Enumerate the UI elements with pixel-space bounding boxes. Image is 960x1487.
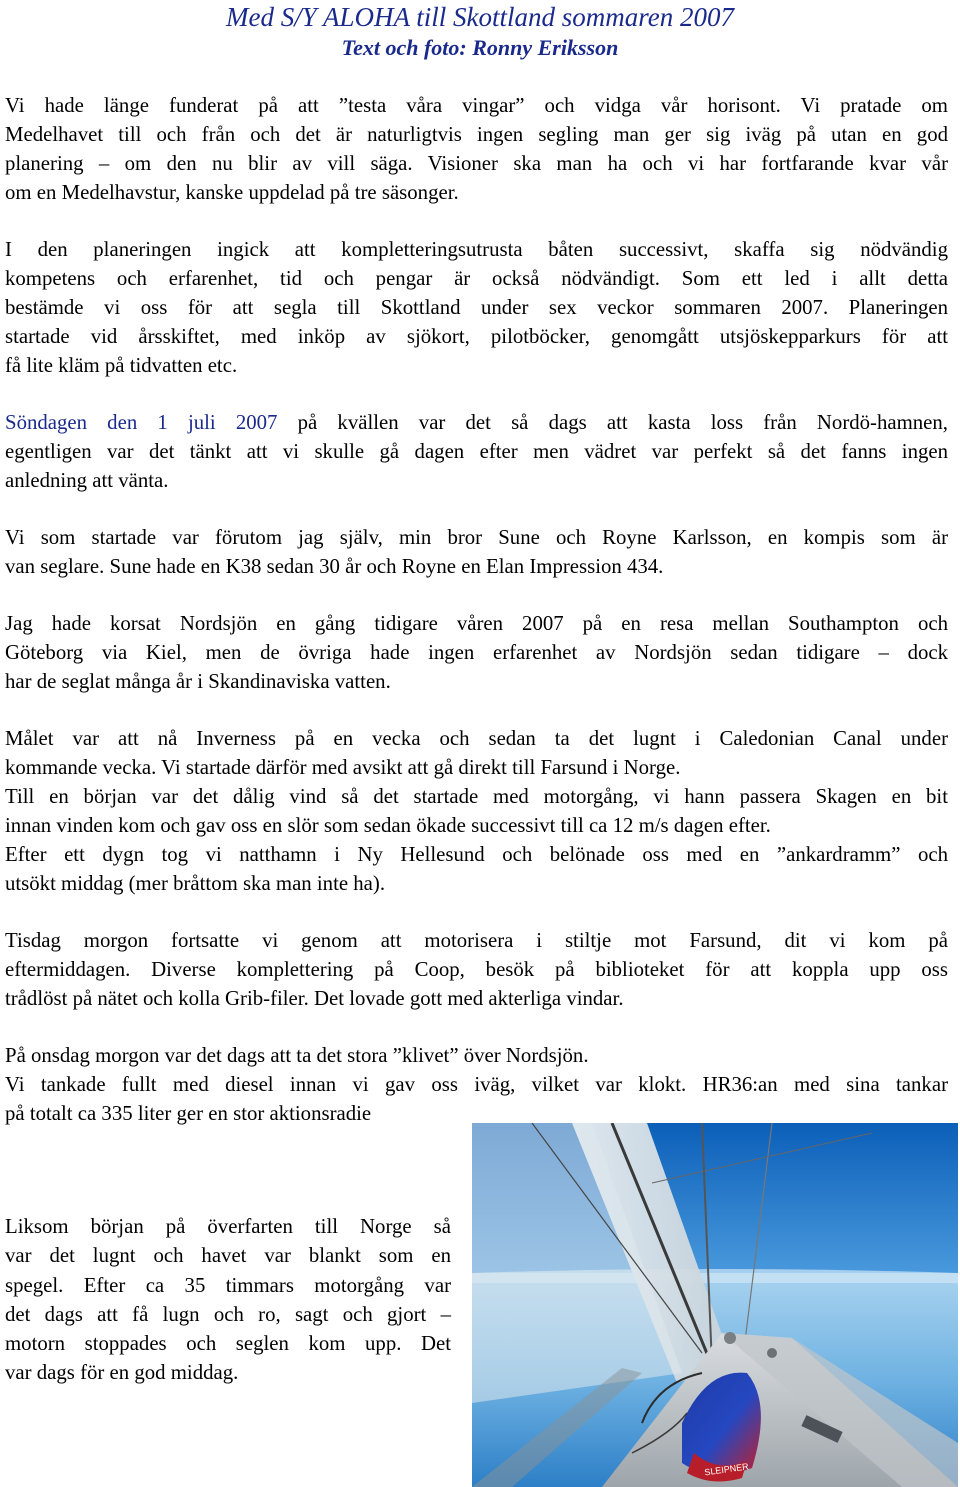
- page-title: Med S/Y ALOHA till Skottland sommaren 2007: [225, 2, 734, 32]
- text-line: var det lugnt och havet var blankt som en: [5, 1244, 451, 1268]
- text-line: Målet var att nå Inverness på en vecka och sedan ta det lugnt i Caledonian Canal under: [5, 727, 948, 750]
- text-line: eftermiddagen. Diverse komplettering på Coop, besök på biblioteket för att koppla upp oss: [5, 958, 948, 981]
- text-line: utsökt middag (mer bråttom ska man inte ha).: [5, 872, 386, 895]
- paragraph-tuesday: [5, 926, 948, 1013]
- text-line: bestämde vi oss för att segla till Skottland under sex veckor sommaren 2007. Planeringen: [5, 296, 948, 319]
- text-line: Medelhavet till och från och det är naturligtvis ingen segling man ger sig iväg på utan en god: [5, 123, 948, 146]
- text-line: på totalt ca 335 liter ger en stor aktionsradie: [5, 1102, 372, 1125]
- text-line: om en Medelhavstur, kanske uppdelad på tre säsonger.: [5, 181, 459, 204]
- text-line: trådlöst på nätet och kolla Grib-filer. Det lovade gott med akterliga vindar.: [5, 987, 624, 1010]
- text-line: Efter ett dygn tog vi natthamn i Ny Hellesund och belönade oss med en ”ankardramm” och: [5, 843, 948, 866]
- text-line: Vi tankade fullt med diesel innan vi gav oss iväg, vilket var klokt. HR36:an med sina tankar: [5, 1073, 948, 1096]
- paragraph-planning: [5, 235, 948, 380]
- paragraph-departure: [5, 408, 948, 495]
- text-line: har de seglat många år i Skandinaviska vatten.: [5, 670, 391, 693]
- text-line: [5, 408, 948, 437]
- text-line: Jag hade korsat Nordsjön en gång tidigare våren 2007 på en resa mellan Southampton och: [5, 612, 948, 635]
- text-fragment: på kvällen var det så dags att kasta loss från Nordö-hamnen,: [277, 411, 948, 434]
- text-line: kommande vecka. Vi startade därför med avsikt att gå direkt till Farsund i Norge.: [5, 756, 681, 779]
- paragraph-wednesday: [5, 1041, 948, 1128]
- page-subtitle: Text och foto: Ronny Eriksson: [341, 35, 619, 60]
- text-line: Till en början var det dålig vind så det startade med motorgång, vi hann passera Skagen en bit: [5, 785, 948, 808]
- text-line: van seglare. Sune hade en K38 sedan 30 år och Royne en Elan Impression 434.: [5, 555, 664, 578]
- text-line: planering – om den nu blir av vill säga. Visioner ska man ha och vi har fortfarande kvar vår: [5, 152, 948, 175]
- text-line: innan vinden kom och gav oss en slör som sedan ökade successivt till ca 12 m/s dagen efter.: [5, 814, 771, 837]
- text-line: egentligen var det tänkt att vi skulle gå dagen efter men vädret var perfekt så det fanns ingen: [5, 440, 948, 463]
- text-line: Vi hade länge funderat på att ”testa våra vingar” och vidga vår horisont. Vi pratade om: [5, 94, 948, 117]
- text-line: kompetens och erfarenhet, tid och pengar är också nödvändigt. Som ett led i allt detta: [5, 267, 948, 290]
- text-line: få lite kläm på tidvatten etc.: [5, 354, 238, 377]
- text-line: anledning att vänta.: [5, 469, 169, 492]
- text-line: Göteborg via Kiel, men de övriga hade ingen erfarenhet av Nordsjön sedan tidigare – dock: [5, 641, 948, 664]
- text-line: På onsdag morgon var det dags att ta det stora ”klivet” över Nordsjön.: [5, 1044, 589, 1067]
- text-line: det dags att få lugn och ro, sagt och gjort –: [5, 1302, 451, 1326]
- date-highlight: Söndagen den 1 juli 2007: [5, 411, 278, 434]
- paragraph-goal: [5, 724, 948, 898]
- paragraph-intro: [5, 91, 948, 207]
- text-line: Tisdag morgon fortsatte vi genom att motorisera i stiltje mot Farsund, dit vi kom på: [5, 929, 948, 952]
- text-line: startade vid årsskiftet, med inköp av sjökort, pilotböcker, genomgått utsjöskepparkurs för att: [5, 325, 948, 348]
- text-line: spegel. Efter ca 35 timmars motorgång var: [5, 1273, 451, 1297]
- text-line: Vi som startade var förutom jag själv, min bror Sune och Royne Karlsson, en kompis som är: [5, 526, 948, 549]
- text-line: Liksom början på överfarten till Norge så: [5, 1215, 451, 1238]
- text-line: var dags för en god middag.: [5, 1361, 239, 1385]
- paragraph-experience: [5, 609, 948, 696]
- text-line: motorn stoppades och seglen kom upp. Det: [5, 1332, 451, 1356]
- paragraph-crew: [5, 523, 948, 581]
- sailboat-deck-photo: [472, 1123, 958, 1487]
- sail-bag-label: SLEIPNER: [703, 1461, 750, 1478]
- text-line: I den planeringen ingick att kompletteringsutrusta båten successivt, skaffa sig nödvändig: [5, 238, 948, 261]
- paragraph-calm-sea: [5, 1212, 451, 1388]
